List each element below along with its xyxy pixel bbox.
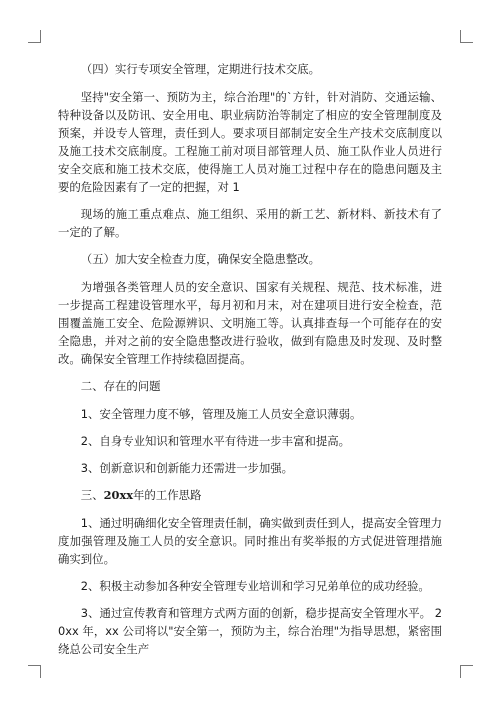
plan-item-3: 3、通过宣传教育和管理方式两方面的创新，稳步提高安全管理水平。 20xx 年，xx 公司将以"安全第一，预防为主，综合治理"为指导思想，紧密围绕总公司安全生产 <box>58 606 442 656</box>
heading-work-plan-year: 20xx <box>103 488 134 502</box>
issue-item-2: 2、自身专业知识和管理水平有待进一步丰富和提高。 <box>80 434 351 448</box>
heading-section-5: （五）加大安全检查力度，确保安全隐患整改。 <box>80 252 321 266</box>
issue-item-1: 1、安全管理力度不够，管理及施工人员安全意识薄弱。 <box>80 407 362 421</box>
paragraph-4a: 坚持"安全第一、预防为主，综合治理"的`方针，针对消防、交通运输、特种设备以及防讯、安全用电、职业病防治等制定了相应的安全管理制度及预案，并设专人管理，责任到人。要求项目部制定安全生产技术交底制度以及施工技术交底制度。工程施工前对项目部管理人员、施工队作业人员进行安全交底和施工技术交底，使得施工人员对施工过程中存在的隐患问题及主要的危险因素有了一定的把握，对 1 <box>58 90 442 194</box>
paragraph-5: 为增强各类管理人员的安全意识、国家有关规程、规范、技术标准，进一步提高工程建设管理水平，每月初和月末，对在建项目进行安全检查，范围覆盖施工安全、危险源辨识、文明施工等。认真排查每一个可能存在的安全隐患，并对之前的安全隐患整改进行验收，做到有隐患及时发现、及时整改。确保安全管理工作持续稳固提高。 <box>58 280 442 366</box>
heading-work-plan-prefix: 三、 <box>80 488 104 502</box>
heading-work-plan-suffix: 年的工作思路 <box>133 488 202 502</box>
plan-item-1: 1、通过明确细化安全管理责任制，确实做到责任到人，提高安全管理力度加强管理及施工人员的安全意识。同时推出有奖举报的方式促进管理措施确实到位。 <box>58 516 442 566</box>
heading-existing-problems: 二、存在的问题 <box>80 379 161 393</box>
crop-mark-bottom-left <box>28 665 41 678</box>
document-body <box>58 60 442 667</box>
issue-item-3: 3、创新意识和创新能力还需进一步加强。 <box>80 461 294 475</box>
crop-mark-top-left <box>28 30 41 43</box>
crop-mark-top-right <box>460 30 473 43</box>
paragraph-4b: 现场的施工重点难点、施工组织、采用的新工艺、新材料、新技术有了一定的了解。 <box>58 207 442 239</box>
heading-section-4: （四）实行专项安全管理，定期进行技术交底。 <box>80 62 321 76</box>
crop-mark-bottom-right <box>460 665 473 678</box>
plan-item-2: 2、积极主动参加各种安全管理专业培训和学习兄弟单位的成功经验。 <box>80 579 430 593</box>
heading-work-plan <box>58 486 442 504</box>
